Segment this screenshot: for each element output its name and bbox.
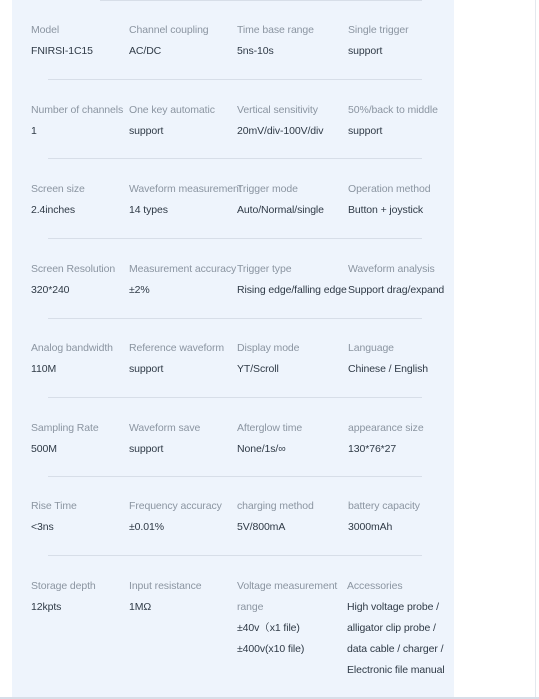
spec-value: 12kpts [31,601,62,613]
spec-label: Waveform save [129,422,201,434]
top-divider [100,0,422,1]
spec-label: Accessories [347,580,403,592]
spec-label: Channel coupling [129,24,209,36]
spec-value: 2.4inches [31,204,76,216]
spec-value: Auto/Normal/single [237,204,324,216]
spec-value: ±0.01% [129,521,164,533]
spec-label: Number of channels [31,104,124,116]
row-divider [48,318,422,319]
row-divider [48,238,422,239]
spec-label: Storage depth [31,580,96,592]
spec-label: Time base range [237,24,314,36]
spec-label: Language [348,342,394,354]
spec-value: 1 [31,125,37,137]
spec-label: Analog bandwidth [31,342,113,354]
spec-label: Trigger mode [237,183,298,195]
right-margin [454,0,539,699]
row-divider [48,476,422,477]
spec-value: <3ns [31,521,54,533]
row-divider [48,158,422,159]
spec-value: support [348,45,383,57]
spec-value: 500M [31,443,57,455]
spec-value: alligator clip probe / [347,622,436,634]
spec-value: Chinese / English [348,363,429,375]
spec-value: 1MΩ [129,601,152,613]
spec-value: 20mV/div-100V/div [237,125,324,137]
spec-value: support [129,363,164,375]
spec-value: 320*240 [31,284,70,296]
spec-value: 14 types [129,204,168,216]
spec-label: Waveform analysis [348,263,435,275]
spec-value: 3000mAh [348,521,393,533]
spec-label: range [237,601,264,613]
spec-value: FNIRSI-1C15 [31,45,93,57]
spec-label: Trigger type [237,263,292,275]
spec-label: Frequency accuracy [129,500,222,512]
spec-value: 110M [31,363,57,375]
spec-value: support [129,443,164,455]
spec-label: Sampling Rate [31,422,99,434]
spec-value: Button + joystick [348,204,424,216]
spec-value: support [129,125,164,137]
spec-value: 5ns-10s [237,45,274,57]
spec-value: 130*76*27 [348,443,397,455]
right-border [535,0,536,699]
spec-value: data cable / charger / [347,643,444,655]
spec-value: ±2% [129,284,150,296]
spec-value: ±400v(x10 file) [237,643,305,655]
spec-value: YT/Scroll [237,363,279,375]
spec-label: Afterglow time [237,422,303,434]
spec-value: AC/DC [129,45,162,57]
spec-value: support [348,125,383,137]
spec-label: Screen size [31,183,85,195]
row-divider [48,555,422,556]
spec-label: Rise Time [31,500,77,512]
spec-label: Waveform measurement [129,183,242,195]
spec-value: High voltage probe / [347,601,439,613]
spec-label: Model [31,24,60,36]
spec-label: Operation method [348,183,431,195]
spec-value: Support drag/expand [348,284,445,296]
spec-label: Reference waveform [129,342,225,354]
spec-label: One key automatic [129,104,215,116]
spec-label: charging method [237,500,314,512]
spec-value: 5V/800mA [237,521,286,533]
spec-value: ±40v（x1 file) [237,622,300,634]
spec-label: Measurement accuracy [129,263,237,275]
spec-value: Rising edge/falling edge [237,284,347,296]
spec-label: Screen Resolution [31,263,116,275]
spec-label: 50%/back to middle [348,104,438,116]
spec-value: None/1s/∞ [237,443,286,455]
spec-label: appearance size [348,422,424,434]
row-divider [48,79,422,80]
spec-label: battery capacity [348,500,420,512]
spec-label: Input resistance [129,580,202,592]
spec-label: Voltage measurement [237,580,338,592]
row-divider [48,397,422,398]
spec-label: Single trigger [348,24,409,36]
spec-value: Electronic file manual [347,664,445,676]
spec-label: Vertical sensitivity [237,104,318,116]
spec-label: Display mode [237,342,300,354]
